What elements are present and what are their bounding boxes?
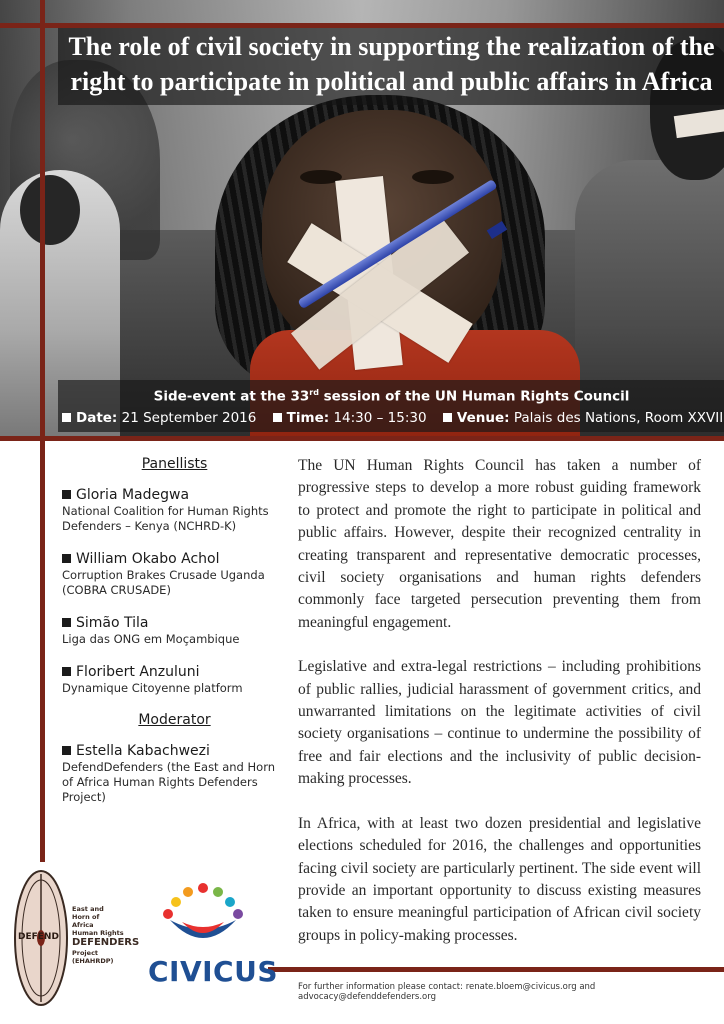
event-venue: Venue: Palais des Nations, Room XXVII [443, 409, 723, 427]
panellist-name: William Okabo Achol [76, 551, 220, 567]
moderator [62, 742, 287, 805]
panellist [62, 614, 287, 647]
bullet-icon [62, 554, 71, 563]
body-text [298, 455, 701, 969]
moderator-heading: Moderator [138, 712, 211, 728]
event-time: Time: 14:30 – 15:30 [273, 409, 427, 427]
ehahrdp-logo-text: East and Horn of Africa Human Rights DEFENDERS Project (EHAHRDP) [72, 905, 140, 965]
event-session-line: Side-event at the 33rd session of the UN Human Rights Council [153, 388, 630, 405]
bullet-icon [62, 490, 71, 499]
body-paragraph-1: The UN Human Rights Council has taken a number of progressive steps to develop a more robust guiding framework to protect and promote the right to participate in political and public affairs. However, despite their recognized centrality in creating transparent and representative democratic processes, civil society organisations and human rights defenders commonly face targeted persecution preventing them from meaningful engagement. [298, 457, 701, 631]
body-paragraph-3: In Africa, with at least two dozen presidential and legislative elections scheduled for 2016, the challenges and opportunities facing civil society are particularly pertinent. The side event will provide an important opportunity to discuss existing measures taken to ensure meaningful participation of African civil society groups in policy-making processes. [298, 814, 701, 944]
event-date: Date: 21 September 2016 [62, 409, 256, 427]
panellist-org: Corruption Brakes Crusade Uganda (COBRA CRUSADE) [62, 568, 265, 597]
speakers-column [62, 456, 287, 821]
frame-vertical-line [40, 0, 45, 862]
panellists-heading: Panellists [141, 456, 208, 472]
panellist-name: Gloria Madegwa [76, 487, 190, 503]
bullet-icon [62, 746, 71, 755]
panellist-org: Dynamique Citoyenne platform [62, 681, 243, 695]
moderator-name: Estella Kabachwezi [76, 743, 210, 759]
frame-middle-line [0, 436, 724, 441]
panellist [62, 550, 287, 598]
panellist-org: National Coalition for Human Rights Defenders – Kenya (NCHRD-K) [62, 504, 269, 533]
panellist-name: Simão Tila [76, 615, 149, 631]
bullet-icon [62, 618, 71, 627]
event-details [62, 409, 724, 427]
moderator-org: DefendDefenders (the East and Horn of Africa Human Rights Defenders Project) [62, 760, 276, 804]
panellist [62, 486, 287, 534]
civicus-wordmark: CIVICUS [148, 955, 279, 988]
footer-contact: For further information please contact: renate.bloem@civicus.org and advocacy@defenddefenders.org [298, 982, 596, 1002]
bullet-icon [62, 667, 71, 676]
body-paragraph-2: Legislative and extra-legal restrictions – including prohibitions of public rallies, judicial harassment of government critics, and unwarranted limitations on the legitimate activities of civil society organisations – continue to undermine the possibility of free and fair elections and the inclusivity of public decision-making processes. [298, 658, 701, 788]
defend-word: DEFEND [18, 932, 59, 942]
page-title: The role of civil society in supporting the realization of the right to participate in political and public affairs in Africa [68, 32, 715, 96]
civicus-logo-icon [158, 880, 248, 950]
panellist [62, 663, 287, 696]
panellist-name: Floribert Anzuluni [76, 664, 200, 680]
panellist-org: Liga das ONG em Moçambique [62, 632, 240, 646]
frame-top-line [0, 23, 724, 28]
